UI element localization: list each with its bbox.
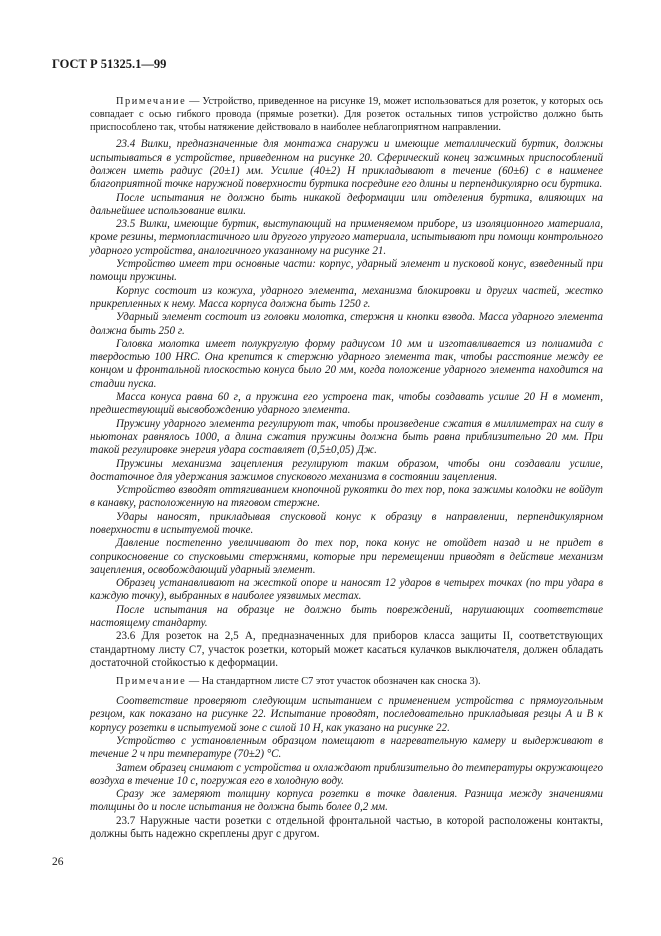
body-paragraph: Устройство с установленным образцом помещают в нагревательную камеру и выдерживают в течение 2 ч при температуре (70±2) °С. bbox=[90, 734, 603, 761]
body-paragraph: Сразу же замеряют толщину корпуса розетки в точке давления. Разница между значениями толщины до и после испытания не должна быть более 0,2 мм. bbox=[90, 788, 603, 814]
body-paragraph: Головка молотка имеет полукруглую форму радиусом 10 мм и изготавливается из полиамида с твердостью 100 HRC. Она крепится к стержню ударного элемента так, чтобы расстояние между ее концом и фронтальной плоскостью конуса было 20 мм, когда положение ударного элемента находится на стадии пуска. bbox=[90, 337, 603, 390]
note-paragraph: Примечание — На стандартном листе С7 этот участок обозначен как сноска 3). bbox=[116, 676, 481, 688]
page-number: 26 bbox=[52, 856, 64, 868]
body-paragraph: Корпус состоит из кожуха, ударного элемента, механизма блокировки и других частей, жестко прикрепленных к нему. Масса корпуса должна быть 1250 г. bbox=[90, 284, 603, 310]
clause-23-4: 23.4 Вилки, предназначенные для монтажа снаружи и имеющие металлический буртик, должны испытываться в устройстве, приведенном на рисунке 20. Сферический конец зажимных приспособлений должен иметь радиус (20±1) мм. Усилие (40±2) Н прикладывают в течение (60±6) с в наименее благоприятной точке наружной поверхности буртика посредине его длины и перпендикулярно оси буртика. bbox=[90, 138, 603, 191]
body-paragraph: Пружины механизма зацепления регулируют таким образом, чтобы они создавали усилие, достаточное для удержания зажимов спускового механизма в состоянии зацепления. bbox=[90, 457, 603, 483]
note-paragraph: Примечание — Устройство, приведенное на рисунке 19, может использоваться для розеток, у которых ось совпадает с осью гибкого провода (прямые розетки). Для розеток остальных типов устройство должно быть приспособлено так, чтобы натяжение действовало в наиболее неблагоприятном направлении. bbox=[90, 96, 603, 133]
clause-23-5: 23.5 Вилки, имеющие буртик, выступающий на применяемом приборе, из изоляционного материала, кроме резины, термопластичного или другого упругого материала, испытывают при помощи контрольного ударного устройства, аналогичного указанному на рисунке 21. bbox=[90, 218, 603, 257]
body-paragraph: Устройство имеет три основные части: корпус, ударный элемент и пусковой конус, взведенный при помощи пружины. bbox=[90, 258, 603, 284]
clause-23-7: 23.7 Наружные части розетки с отдельной фронтальной частью, в которой расположены контакты, должны быть надежно скреплены друг с другом. bbox=[90, 814, 603, 841]
clause-23-6: 23.6 Для розеток на 2,5 А, предназначенных для приборов класса защиты II, соответствующих стандартному листу С7, участок розетки, который может касаться кулачков выключателя, должен обладать достаточной стойкостью к деформации. bbox=[90, 630, 603, 669]
body-paragraph: Давление постепенно увеличивают до тех пор, пока конус не отойдет назад и не придет в соприкосновение со спусковыми стержнями, которые при перемещении приводят в действие механизм зацепления, освобождающий ударный элемент. bbox=[90, 537, 603, 576]
body-paragraph: Устройство взводят оттягиванием кнопочной рукоятки до тех пор, пока зажимы колодки не войдут в канавку, расположенную на тяговом стержне. bbox=[90, 484, 603, 510]
body-paragraph: Соответствие проверяют следующим испытанием с применением устройства с прямоугольным резцом, как показано на рисунке 22. Испытание проводят, последовательно прикладывая резцы А и В к корпусу розетки в испытуемой зоне с силой 10 Н, как указано на рисунке 22. bbox=[90, 695, 603, 734]
document-body bbox=[90, 96, 603, 841]
body-paragraph: Затем образец снимают с устройства и охлаждают приблизительно до температуры окружающего воздуха в течение 10 с, погружая его в холодную воду. bbox=[90, 761, 603, 787]
body-paragraph: Удары наносят, прикладывая спусковой конус к образцу в направлении, перпендикулярном поверхности в испытуемой точке. bbox=[90, 510, 603, 536]
body-paragraph: Масса конуса равна 60 г, а пружина его устроена так, чтобы создавать усилие 20 Н в момент, предшествующий высвобождению ударного элемента. bbox=[90, 391, 603, 417]
body-paragraph: После испытания на образце не должно быть повреждений, нарушающих соответствие настоящему стандарту. bbox=[90, 603, 603, 630]
body-paragraph: Ударный элемент состоит из головки молотка, стержня и кнопки взвода. Масса ударного элемента должна быть 250 г. bbox=[90, 311, 603, 337]
body-paragraph: После испытания не должно быть никакой деформации или отделения буртика, влияющих на дальнейшее использование вилки. bbox=[90, 191, 603, 217]
document-header: ГОСТ Р 51325.1—99 bbox=[52, 57, 167, 71]
body-paragraph: Пружину ударного элемента регулируют так, чтобы произведение сжатия в миллиметрах на силу в ньютонах равнялось 1000, а длина сжатия пружины должна быть равна приблизительно 20 мм. При такой регулировке энергия удара составляет (0,5±0,05) Дж. bbox=[90, 417, 603, 457]
body-paragraph: Образец устанавливают на жесткой опоре и наносят 12 ударов в четырех точках (по три удара в каждую точку), выбранных в наиболее уязвимых местах. bbox=[90, 577, 603, 603]
